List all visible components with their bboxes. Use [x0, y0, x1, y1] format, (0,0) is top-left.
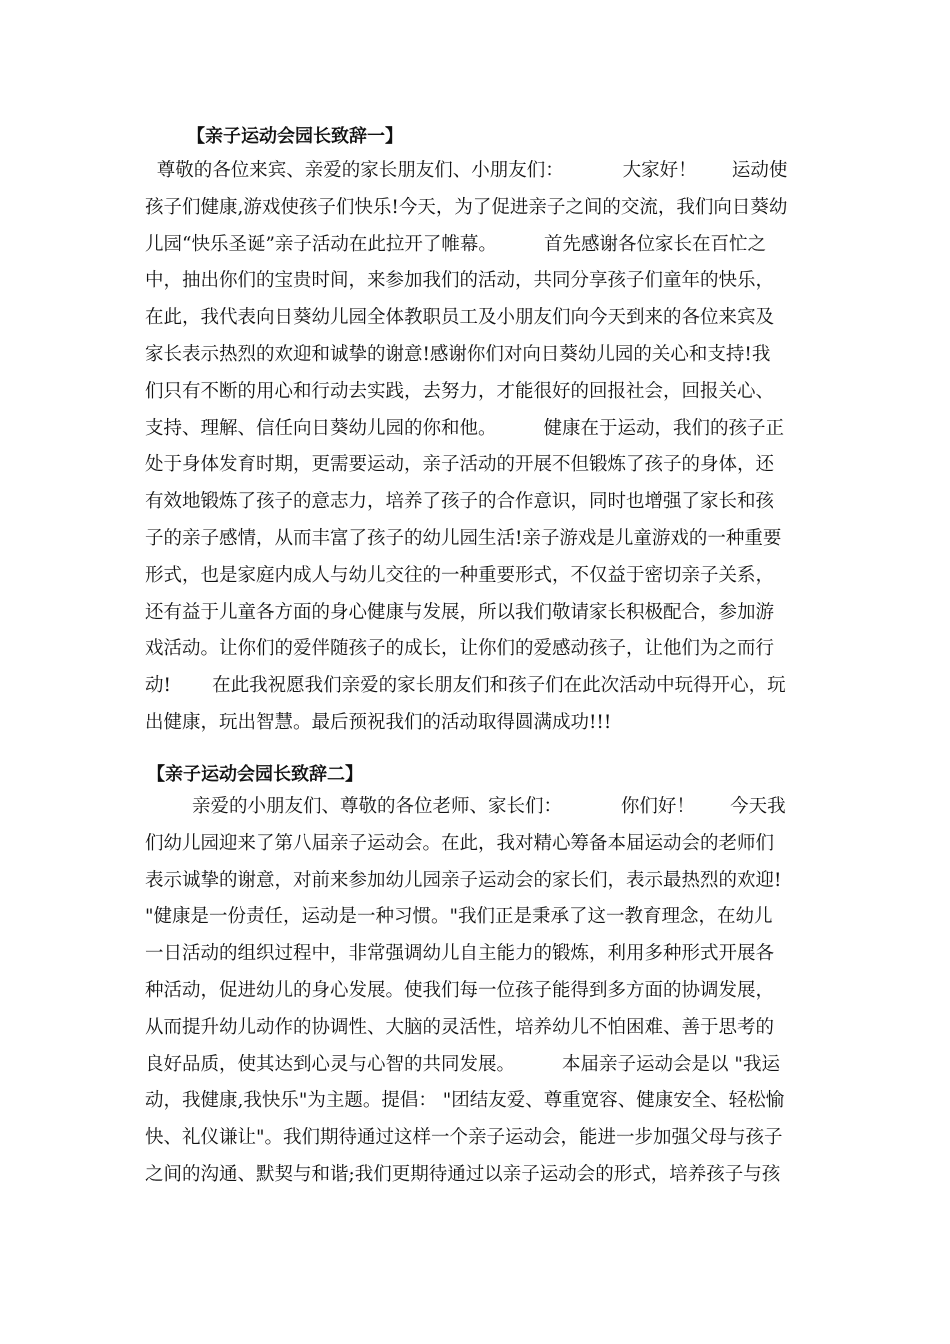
body-text-line: 戏活动。让你们的爱伴随孩子的成长，让你们的爱感动孩子，让他们为之而行	[145, 638, 775, 660]
body-text-line: 儿园“快乐圣诞”亲子活动在此拉开了帷幕。 首先感谢各位家长在百忙之	[145, 233, 766, 255]
body-text-line: 动! 在此我祝愿我们亲爱的家长朋友们和孩子们在此次活动中玩得开心，玩	[145, 675, 786, 697]
body-text-line: 出健康，玩出智慧。最后预祝我们的活动取得圆满成功!!!	[145, 712, 612, 733]
body-text-line: 形式，也是家庭内成人与幼儿交往的一种重要形式，不仅益于密切亲子关系，	[145, 564, 775, 586]
body-text-line: 快、礼仪谦让"。我们期待通过这样一个亲子运动会，能进一步加强父母与孩子	[145, 1127, 783, 1149]
body-text-line: 动，我健康,我快乐"为主题。提倡： "团结友爱、尊重宽容、健康安全、轻松愉	[145, 1090, 785, 1112]
section-two-heading: 【亲子运动会园长致辞二】	[147, 764, 363, 785]
body-text-line: 处于身体发育时期，更需要运动，亲子活动的开展不但锻炼了孩子的身体，还	[145, 454, 775, 476]
body-text-line: 子的亲子感情，从而丰富了孩子的幼儿园生活!亲子游戏是儿童游戏的一种重要	[145, 528, 782, 549]
body-text-line: 从而提升幼儿动作的协调性、大脑的灵活性，培养幼儿不怕困难、善于思考的	[145, 1016, 775, 1038]
body-text-line: 孩子们健康,游戏使孩子们快乐!今天，为了促进亲子之间的交流，我们向日葵幼	[145, 196, 788, 218]
body-text-line: 表示诚挚的谢意，对前来参加幼儿园亲子运动会的家长们，表示最热烈的欢迎!	[145, 869, 782, 891]
body-text-line: 之间的沟通、默契与和谐;我们更期待通过以亲子运动会的形式，培养孩子与孩	[145, 1164, 781, 1185]
body-text-line: 一日活动的组织过程中，非常强调幼儿自主能力的锻炼，利用多种形式开展各	[145, 943, 775, 965]
body-text-line: 还有益于儿童各方面的身心健康与发展，所以我们敬请家长积极配合，参加游	[145, 601, 775, 623]
body-text-line: 良好品质，使其达到心灵与心智的共同发展。 本届亲子运动会是以 "我运	[145, 1053, 780, 1075]
body-text-line: 有效地锻炼了孩子的意志力，培养了孩子的合作意识，同时也增强了家长和孩	[145, 491, 775, 513]
body-text-line: 亲爱的小朋友们、尊敬的各位老师、家长们： 你们好！ 今天我	[145, 796, 786, 817]
body-text-line: 尊敬的各位来宾、亲爱的家长朋友们、小朋友们： 大家好！ 运动使	[145, 160, 788, 181]
body-text-line: 支持、理解、信任向日葵幼儿园的你和他。 健康在于运动，我们的孩子正	[145, 417, 785, 439]
section-one-heading: 【亲子运动会园长致辞一】	[187, 126, 403, 147]
body-text-line: "健康是一份责任，运动是一种习惯。"我们正是秉承了这一教育理念，在幼儿	[145, 906, 773, 928]
body-text-line: 中，抽出你们的宝贵时间，来参加我们的活动，共同分享孩子们童年的快乐，	[145, 270, 775, 292]
body-text-line: 们幼儿园迎来了第八届亲子运动会。在此，我对精心筹备本届运动会的老师们	[145, 832, 775, 854]
body-text-line: 种活动，促进幼儿的身心发展。使我们每一位孩子能得到多方面的协调发展，	[145, 980, 775, 1001]
body-text-line: 家长表示热烈的欢迎和诚挚的谢意!感谢你们对向日葵幼儿园的关心和支持!我	[145, 344, 771, 365]
body-text-line: 在此，我代表向日葵幼儿园全体教职员工及小朋友们向今天到来的各位来宾及	[145, 307, 775, 329]
body-text-line: 们只有不断的用心和行动去实践，去努力，才能很好的回报社会，回报关心、	[145, 380, 775, 402]
